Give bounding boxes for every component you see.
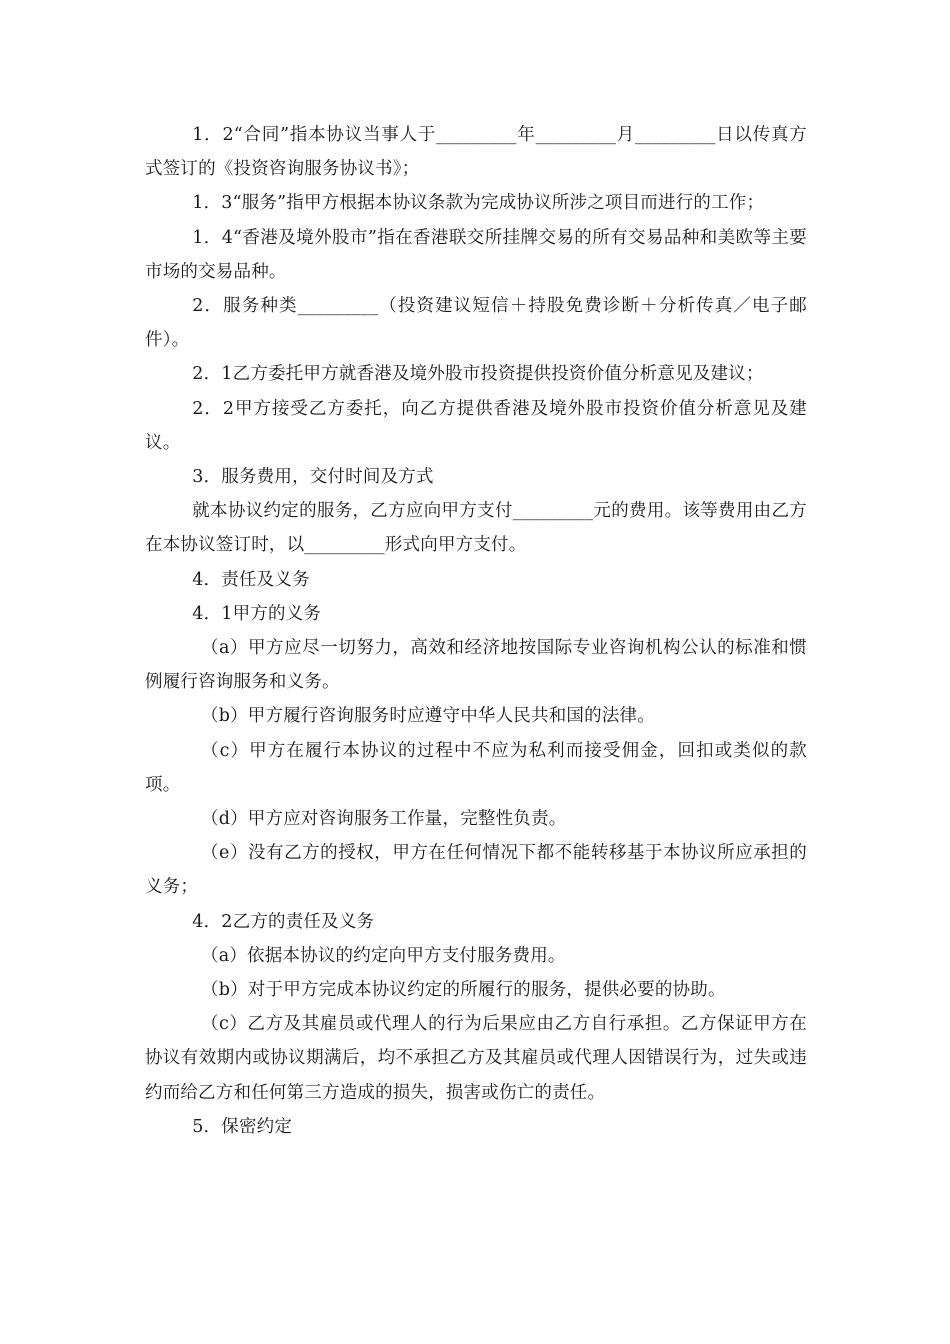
clause-4-heading: 4．责任及义务 bbox=[192, 569, 310, 590]
clause-4-2-b: （b）对于甲方完成本协议约定的所履行的服务，提供必要的协助。 bbox=[201, 980, 726, 1001]
clause-4-1-b: （b）甲方履行咨询服务时应遵守中华人民共和国的法律。 bbox=[201, 706, 655, 727]
clause-3-heading: 3．服务费用，交付时间及方式 bbox=[192, 467, 434, 488]
clause-4-1-c: （c）甲方在履行本协议的过程中不应为私利而接受佣金，回扣或类似的款项。 bbox=[145, 740, 807, 795]
clause-5-heading: 5．保密约定 bbox=[192, 1116, 293, 1137]
clause-4-1-e: （e）没有乙方的授权，甲方在任何情况下都不能转移基于本协议所应承担的义务； bbox=[145, 843, 807, 898]
clause-4-1-a: （a）甲方应尽一切努力，高效和经济地按国际专业咨询机构公认的标准和惯例履行咨询服务和义务。 bbox=[145, 638, 807, 693]
clause-4-2-heading: 4．2乙方的责任及义务 bbox=[192, 911, 375, 932]
clause-2-2: 2．2甲方接受乙方委托，向乙方提供香港及境外股市投资价值分析意见及建议。 bbox=[145, 398, 807, 453]
clause-4-2-c: （c）乙方及其雇员或代理人的行为后果应由乙方自行承担。乙方保证甲方在协议有效期内或协议期满后，均不承担乙方及其雇员或代理人因错误行为，过失或违约而给乙方和任何第三方造成的损失，损害或伤亡的责任。 bbox=[145, 1014, 807, 1103]
clause-1-2: 1．2“合同”指本协议当事人于_________年_________月_________日以传真方式签订的《投资咨询服务协议书》； bbox=[145, 125, 807, 180]
clause-1-3: 1．3“服务”指甲方根据本协议条款为完成协议所涉之项目而进行的工作； bbox=[192, 193, 765, 214]
document-body bbox=[145, 118, 807, 1144]
clause-2: 2．服务种类_________（投资建议短信＋持股免费诊断＋分析传真／电子邮件）。 bbox=[145, 296, 807, 351]
clause-2-1: 2．1乙方委托甲方就香港及境外股市投资提供投资价值分析意见及建议； bbox=[192, 364, 764, 385]
clause-4-1-d: （d）甲方应对咨询服务工作量，完整性负责。 bbox=[201, 809, 567, 830]
clause-4-1-heading: 4．1甲方的义务 bbox=[192, 603, 322, 624]
clause-4-2-a: （a）依据本协议的约定向甲方支付服务费用。 bbox=[201, 945, 566, 966]
clause-3-body: 就本协议约定的服务，乙方应向甲方支付_________元的费用。该等费用由乙方在本协议签订时，以_________形式向甲方支付。 bbox=[145, 501, 807, 556]
clause-1-4: 1．4“香港及境外股市”指在香港联交所挂牌交易的所有交易品种和美欧等主要市场的交易品种。 bbox=[145, 227, 807, 282]
